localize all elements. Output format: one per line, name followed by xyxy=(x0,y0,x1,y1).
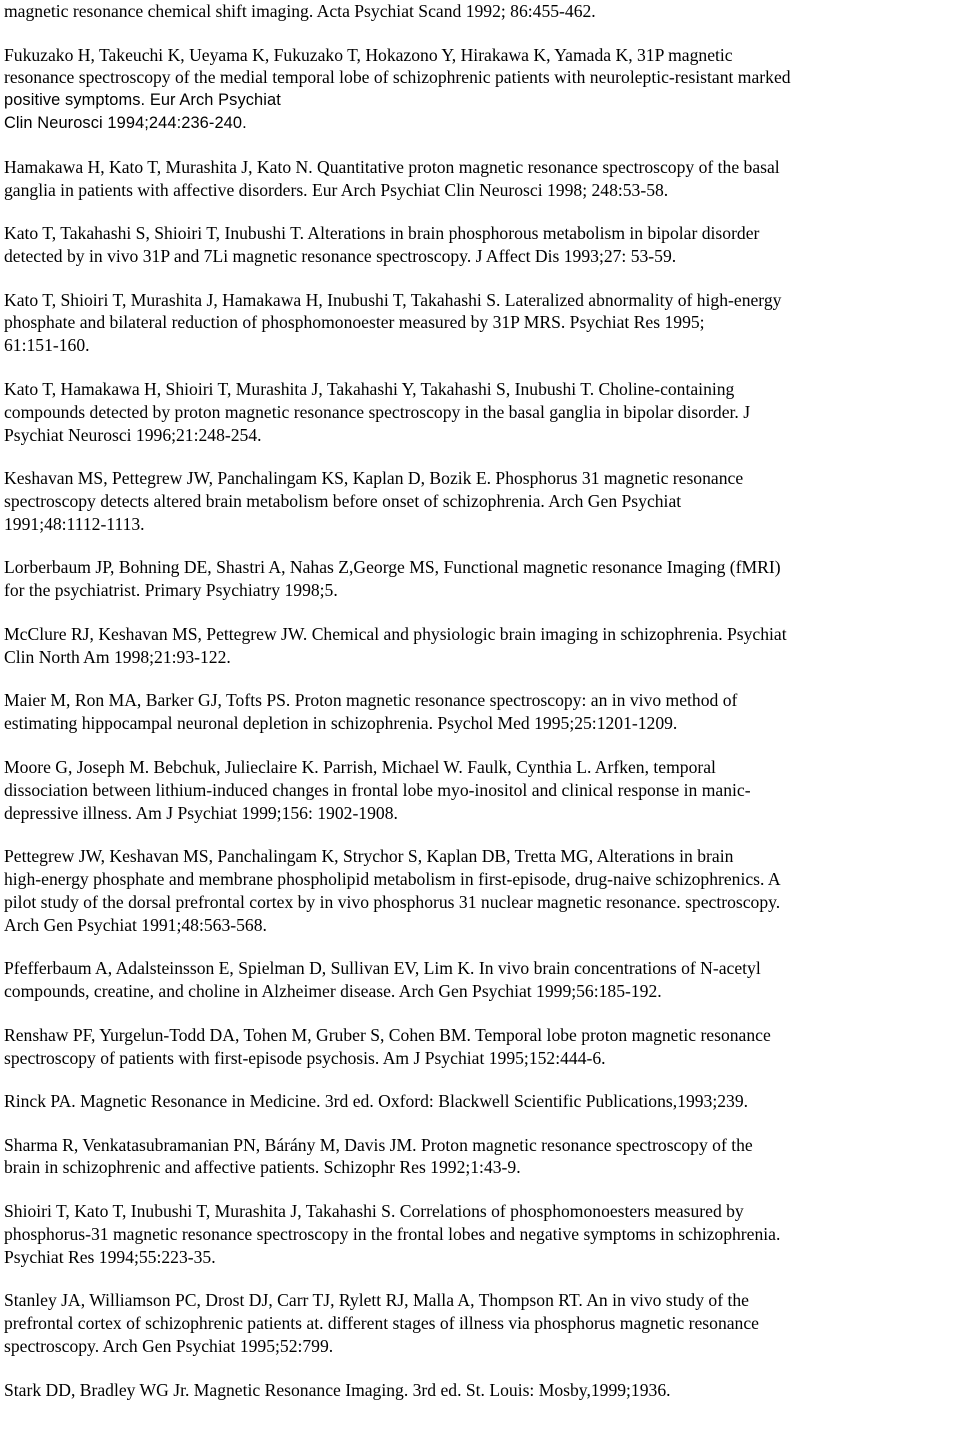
reference-line: resonance spectroscopy of the medial temporal lobe of schizophrenic patients with neuroleptic-resistant marked xyxy=(4,67,791,88)
reference-entry xyxy=(4,1379,956,1402)
reference-line: depressive illness. Am J Psychiat 1999;156: 1902-1908. xyxy=(4,802,398,823)
reference-line: Arch Gen Psychiat 1991;48:563-568. xyxy=(4,914,267,935)
reference-line: Fukuzako H, Takeuchi K, Ueyama K, Fukuzako T, Hokazono Y, Hirakawa K, Yamada K, 31P magnetic xyxy=(4,44,733,65)
reference-line: Clin North Am 1998;21:93-122. xyxy=(4,646,231,667)
reference-line: Lorberbaum JP, Bohning DE, Shastri A, Nahas Z,George MS, Functional magnetic resonance Imaging (fMRI) xyxy=(4,557,781,578)
reference-entry xyxy=(4,1090,956,1113)
reference-line: Kato T, Hamakawa H, Shioiri T, Murashita J, Takahashi Y, Takahashi S, Inubushi T. Choline-containing xyxy=(4,378,735,399)
reference-line: Hamakawa H, Kato T, Murashita J, Kato N. Quantitative proton magnetic resonance spectroscopy of the basal xyxy=(4,156,780,177)
reference-entry xyxy=(4,845,956,937)
reference-line: spectroscopy detects altered brain metabolism before onset of schizophrenia. Arch Gen Psychiat xyxy=(4,491,682,512)
reference-line: estimating hippocampal neuronal depletion in schizophrenia. Psychol Med 1995;25:1201-1209. xyxy=(4,713,678,734)
reference-line: Renshaw PF, Yurgelun-Todd DA, Tohen M, Gruber S, Cohen BM. Temporal lobe proton magnetic resonance xyxy=(4,1024,771,1045)
reference-line: Rinck PA. Magnetic Resonance in Medicine. 3rd ed. Oxford: Blackwell Scientific Publications,1993;239. xyxy=(4,1091,749,1112)
reference-line: Maier M, Ron MA, Barker GJ, Tofts PS. Proton magnetic resonance spectroscopy: an in vivo method of xyxy=(4,690,738,711)
reference-line: 1991;48:1112-1113. xyxy=(4,513,145,534)
reference-entry xyxy=(4,44,956,136)
reference-line: Sharma R, Venkatasubramanian PN, Bárány M, Davis JM. Proton magnetic resonance spectroscopy of the xyxy=(4,1134,753,1155)
reference-line: 61:151-160. xyxy=(4,335,90,356)
reference-line: McClure RJ, Keshavan MS, Pettegrew JW. Chemical and physiologic brain imaging in schizophrenia. Psychiat xyxy=(4,623,787,644)
reference-entry xyxy=(4,467,956,536)
reference-entry xyxy=(4,1289,956,1358)
reference-entry xyxy=(4,623,956,669)
reference-line: Pettegrew JW, Keshavan MS, Panchalingam K, Strychor S, Kaplan DB, Tretta MG, Alterations in brain xyxy=(4,846,734,866)
reference-entry xyxy=(4,1134,956,1180)
reference-line: prefrontal cortex of schizophrenic patients at. different stages of illness via phosphorus magnetic resonance xyxy=(4,1313,759,1334)
reference-line: Shioiri T, Kato T, Inubushi T, Murashita J, Takahashi S. Correlations of phosphomonoesters measured by xyxy=(4,1200,744,1221)
reference-line: Psychiat Res 1994;55:223-35. xyxy=(4,1246,216,1267)
reference-line: phosphorus-31 magnetic resonance spectroscopy in the frontal lobes and negative symptoms in schizophrenia. xyxy=(4,1223,781,1244)
reference-entry xyxy=(4,0,956,23)
reference-entry xyxy=(4,957,956,1003)
reference-line: Stark DD, Bradley WG Jr. Magnetic Resonance Imaging. 3rd ed. St. Louis: Mosby,1999;1936. xyxy=(4,1379,671,1400)
reference-line: for the psychiatrist. Primary Psychiatry 1998;5. xyxy=(4,580,338,601)
reference-line: Clin Neurosci 1994;244:236-240. xyxy=(4,114,247,133)
reference-line: positive symptoms. Eur Arch Psychiat xyxy=(4,91,281,110)
reference-line: Kato T, Shioiri T, Murashita J, Hamakawa H, Inubushi T, Takahashi S. Lateralized abnormality of high-energy xyxy=(4,289,782,310)
reference-line: brain in schizophrenic and affective patients. Schizophr Res 1992;1:43-9. xyxy=(4,1157,521,1178)
reference-line: Stanley JA, Williamson PC, Drost DJ, Carr TJ, Rylett RJ, Malla A, Thompson RT. An in vivo study of the xyxy=(4,1290,749,1311)
reference-line: Moore G, Joseph M. Bebchuk, Julieclaire K. Parrish, Michael W. Faulk, Cynthia L. Arfken, temporal xyxy=(4,756,716,777)
reference-line: compounds, creatine, and choline in Alzheimer disease. Arch Gen Psychiat 1999;56:185-192. xyxy=(4,981,662,1002)
reference-line: detected by in vivo 31P and 7Li magnetic resonance spectroscopy. J Affect Dis 1993;27: 53-59. xyxy=(4,246,677,267)
reference-line: pilot study of the dorsal prefrontal cortex by in vivo phosphorus 31 nuclear magnetic resonance. spectroscopy. xyxy=(4,891,781,912)
reference-line: high-energy phosphate and membrane phospholipid metabolism in first-episode, drug-naive schizophrenics. A xyxy=(4,868,781,889)
reference-line: dissociation between lithium-induced changes in frontal lobe myo-inositol and clinical response in manic- xyxy=(4,779,751,800)
reference-line: phosphate and bilateral reduction of phosphomonoester measured by 31P MRS. Psychiat Res 1995; xyxy=(4,312,705,333)
reference-entry xyxy=(4,556,956,602)
reference-entry xyxy=(4,156,956,202)
reference-line: Pfefferbaum A, Adalsteinsson E, Spielman D, Sullivan EV, Lim K. In vivo brain concentrations of N-acetyl xyxy=(4,958,761,979)
reference-line: spectroscopy. Arch Gen Psychiat 1995;52:799. xyxy=(4,1336,334,1357)
reference-entry xyxy=(4,1200,956,1269)
reference-entry xyxy=(4,689,956,735)
reference-entry xyxy=(4,1024,956,1070)
reference-line: magnetic resonance chemical shift imaging. Acta Psychiat Scand 1992; 86:455-462. xyxy=(4,1,596,21)
reference-entry xyxy=(4,289,956,358)
reference-list xyxy=(4,0,956,1401)
reference-entry xyxy=(4,378,956,447)
reference-line: compounds detected by proton magnetic resonance spectroscopy in the basal ganglia in bipolar disorder. J xyxy=(4,401,751,422)
reference-line: Keshavan MS, Pettegrew JW, Panchalingam KS, Kaplan D, Bozik E. Phosphorus 31 magnetic resonance xyxy=(4,468,744,489)
reference-line: Psychiat Neurosci 1996;21:248-254. xyxy=(4,424,262,445)
reference-entry xyxy=(4,756,956,825)
reference-line: Kato T, Takahashi S, Shioiri T, Inubushi T. Alterations in brain phosphorous metabolism in bipolar disorder xyxy=(4,223,760,244)
reference-line: ganglia in patients with affective disorders. Eur Arch Psychiat Clin Neurosci 1998; 248:53-58. xyxy=(4,179,669,200)
reference-entry xyxy=(4,222,956,268)
reference-line: spectroscopy of patients with first-episode psychosis. Am J Psychiat 1995;152:444-6. xyxy=(4,1047,606,1068)
